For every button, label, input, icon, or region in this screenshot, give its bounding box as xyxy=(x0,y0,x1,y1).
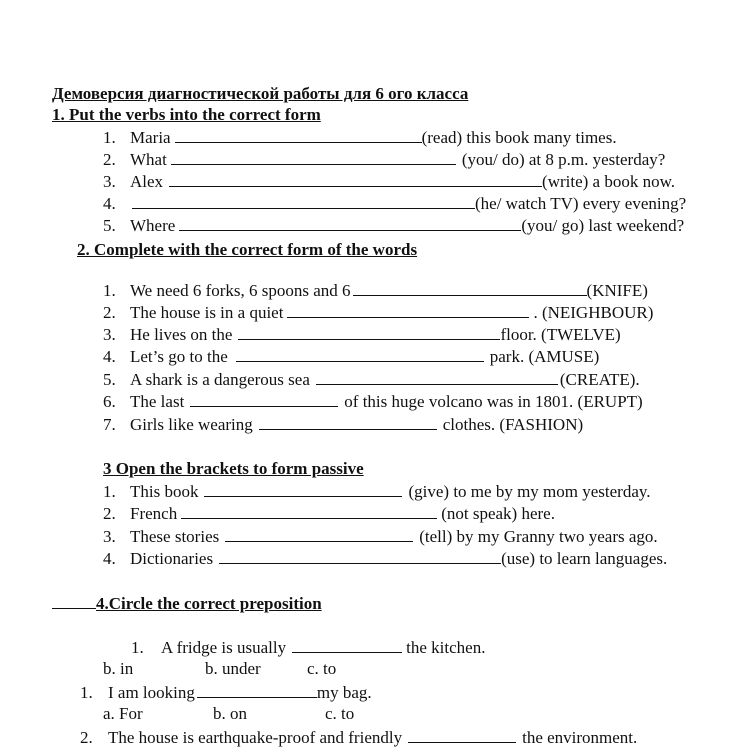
page-title: Демоверсия диагностической работы для 6 ого класса xyxy=(52,84,469,103)
option-letter: b. xyxy=(213,704,226,723)
answer-blank[interactable] xyxy=(171,149,456,165)
item-number: 2. xyxy=(103,303,116,322)
s1-item-5 xyxy=(103,215,684,236)
s3-item-4 xyxy=(103,548,667,569)
item-text-after: my bag. xyxy=(316,683,372,702)
s2-item-2 xyxy=(103,302,653,323)
item-text-after: (you/ do) at 8 p.m. yesterday? xyxy=(461,150,666,169)
item-text-after: the environment. xyxy=(522,728,638,747)
item-text-after: clothes. (FASHION) xyxy=(442,415,584,434)
item-text-after: the kitchen. xyxy=(406,638,486,657)
item-number: 1. xyxy=(103,128,116,147)
s4-item-2 xyxy=(80,682,372,703)
item-text-after: (not speak) here. xyxy=(441,504,555,523)
item-text-before: Dictionaries xyxy=(130,549,214,568)
item-text-before: We need 6 forks, 6 spoons and 6 xyxy=(130,281,351,300)
item-text-after: (KNIFE) xyxy=(586,281,648,300)
item-text-before: I am looking xyxy=(108,683,195,702)
s4-item-1 xyxy=(131,637,485,658)
item-text-before: What xyxy=(130,150,167,169)
item-text-after: (write) a book now. xyxy=(542,172,676,191)
item-number: 7. xyxy=(103,415,116,434)
s2-item-6 xyxy=(103,391,643,412)
option-text: For xyxy=(119,704,143,723)
option-text: to xyxy=(341,704,355,723)
s1-item-2 xyxy=(103,149,665,170)
item-text-after: . (NEIGHBOUR) xyxy=(533,303,654,322)
item-text-before: These stories xyxy=(130,527,220,546)
item-text-before: A shark is a dangerous sea xyxy=(130,370,310,389)
item-text-before: Girls like wearing xyxy=(130,415,253,434)
s3-item-1 xyxy=(103,481,651,502)
section-4-heading xyxy=(52,593,322,614)
item-text-before: The house is in a quiet xyxy=(130,303,284,322)
item-text-before: Where xyxy=(130,216,176,235)
item-text-before: Maria xyxy=(130,128,171,147)
option-letter: a. xyxy=(103,704,115,723)
s2-item-7 xyxy=(103,414,583,435)
item-number: 6. xyxy=(103,392,116,411)
s3-item-2 xyxy=(103,503,555,524)
item-text-before: Alex xyxy=(130,172,164,191)
s2-item-5 xyxy=(103,369,640,390)
s1-item-4 xyxy=(103,193,686,214)
item-number: 5. xyxy=(103,216,116,235)
item-text-before: Let’s go to the xyxy=(130,347,228,366)
answer-blank[interactable] xyxy=(259,414,437,430)
item-number: 4. xyxy=(103,194,116,213)
option-letter: b. xyxy=(103,659,116,678)
answer-blank[interactable] xyxy=(408,727,516,743)
s1-item-1 xyxy=(103,127,617,148)
item-text-after: (give) to me by my mom yesterday. xyxy=(408,482,651,501)
s3-item-3 xyxy=(103,526,658,547)
answer-blank[interactable] xyxy=(197,682,317,698)
item-text-before: The house is earthquake-proof and friendly xyxy=(108,728,403,747)
answer-blank[interactable] xyxy=(225,526,413,542)
answer-blank[interactable] xyxy=(181,503,437,519)
option-letter: c. xyxy=(307,659,319,678)
item-number: 3. xyxy=(103,172,116,191)
item-text-after: (he/ watch TV) every evening? xyxy=(475,194,687,213)
option-letter: c. xyxy=(325,704,337,723)
heading-leader-line xyxy=(52,593,96,609)
answer-blank[interactable] xyxy=(169,171,542,187)
s4-item-2-option-b-on[interactable] xyxy=(213,704,247,724)
option-letter: b. xyxy=(205,659,218,678)
item-text-after: (you/ go) last weekend? xyxy=(521,216,685,235)
option-text: to xyxy=(323,659,337,678)
section-2-heading: 2. Complete with the correct form of the words xyxy=(77,240,418,259)
answer-blank[interactable] xyxy=(219,548,501,564)
answer-blank[interactable] xyxy=(132,193,475,209)
option-text: in xyxy=(120,659,134,678)
item-number: 4. xyxy=(103,549,116,568)
item-text-after: (read) this book many times. xyxy=(421,128,617,147)
item-text-after: floor. (TWELVE) xyxy=(500,325,621,344)
answer-blank[interactable] xyxy=(292,637,402,653)
answer-blank[interactable] xyxy=(175,127,422,143)
s4-item-1-option-b-under[interactable] xyxy=(205,659,261,679)
s4-item-1-option-c-to[interactable] xyxy=(307,659,336,679)
item-number: 3. xyxy=(103,325,116,344)
s4-item-2-option-a-for[interactable] xyxy=(103,704,143,724)
item-number: 5. xyxy=(103,370,116,389)
item-text-after: park. (AMUSE) xyxy=(489,347,600,366)
item-text-after: (CREATE). xyxy=(559,370,640,389)
s2-item-4 xyxy=(103,346,599,367)
s4-item-3 xyxy=(80,727,637,748)
section-3-heading: 3 Open the brackets to form passive xyxy=(103,459,364,478)
item-text-before: French xyxy=(130,504,178,523)
answer-blank[interactable] xyxy=(287,302,529,318)
item-number: 1. xyxy=(103,281,116,300)
item-text-before: He lives on the xyxy=(130,325,233,344)
item-text-before: The last xyxy=(130,392,185,411)
answer-blank[interactable] xyxy=(353,280,587,296)
answer-blank[interactable] xyxy=(238,324,500,340)
item-number: 1. xyxy=(80,683,93,702)
item-text-after: of this huge volcano was in 1801. (ERUPT) xyxy=(344,392,643,411)
answer-blank[interactable] xyxy=(190,391,338,407)
section-4-heading-text: 4.Circle the correct preposition xyxy=(96,594,322,613)
item-number: 4. xyxy=(103,347,116,366)
answer-blank[interactable] xyxy=(236,346,484,362)
item-text-before: A fridge is usually xyxy=(161,638,287,657)
s2-item-3 xyxy=(103,324,621,345)
item-text-before: This book xyxy=(130,482,199,501)
item-number: 2. xyxy=(80,728,93,747)
answer-blank[interactable] xyxy=(179,215,521,231)
s4-item-1-option-b-in[interactable] xyxy=(103,659,133,679)
item-number: 1. xyxy=(103,482,116,501)
option-text: on xyxy=(230,704,247,723)
item-number: 2. xyxy=(103,504,116,523)
answer-blank[interactable] xyxy=(316,369,558,385)
item-number: 2. xyxy=(103,150,116,169)
item-number: 3. xyxy=(103,527,116,546)
item-text-after: (use) to learn languages. xyxy=(501,549,668,568)
item-text-after: (tell) by my Granny two years ago. xyxy=(419,527,658,546)
item-number: 1. xyxy=(131,638,144,657)
s2-item-1 xyxy=(103,280,648,301)
answer-blank[interactable] xyxy=(204,481,402,497)
section-1-heading: 1. Put the verbs into the correct form xyxy=(52,105,321,124)
s4-item-2-option-c-to[interactable] xyxy=(325,704,354,724)
option-text: under xyxy=(222,659,261,678)
s1-item-3 xyxy=(103,171,675,192)
